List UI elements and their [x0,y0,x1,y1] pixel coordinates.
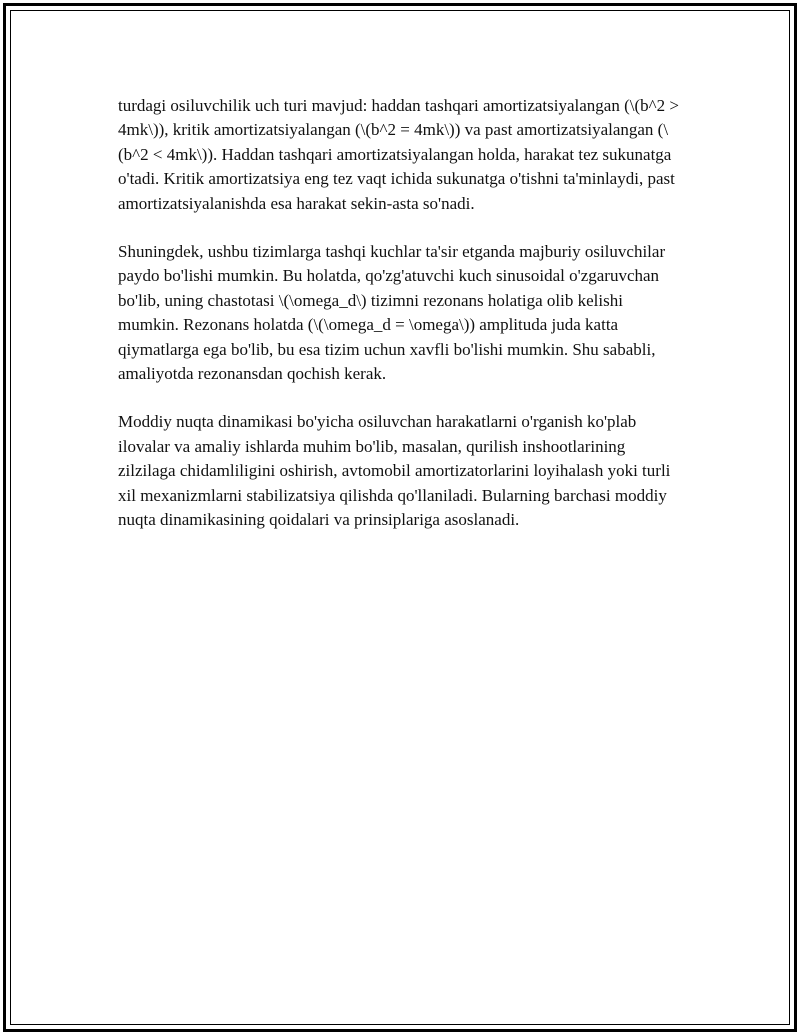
document-body [118,94,686,557]
paragraph-applications: Moddiy nuqta dinamikasi bo'yicha osiluvchan harakatlarni o'rganish ko'plab ilovalar va amaliy ishlarda muhim bo'lib, masalan, qurilish inshootlarining zilzilaga chidamliligini oshirish, avtomobil amortizatorlarini loyihalash yoki turli xil mexanizmlarni stabilizatsiya qilishda qo'llaniladi. Bularning barchasi moddiy nuqta dinamikasining qoidalari va prinsiplariga asoslanadi. [118,412,671,530]
paragraph-forced-oscillations: Shuningdek, ushbu tizimlarga tashqi kuchlar ta'sir etganda majburiy osiluvchilar paydo bo'lishi mumkin. Bu holatda, qo'zg'atuvchi kuch sinusoidal o'zgaruvchan bo'lib, uning chastotasi \(\omega_d\) tizimni rezonans holatiga olib kelishi mumkin. Rezonans holatda (\(\omega_d = \omega\)) amplituda juda katta qiymatlarga ega bo'lib, bu esa tizim uchun xavfli bo'lishi mumkin. Shu sababli, amaliyotda rezonansdan qochish kerak. [118,242,666,384]
paragraph-damping-types: turdagi osiluvchilik uch turi mavjud: haddan tashqari amortizatsiyalangan (\(b^2 > 4mk\)), kritik amortizatsiyalangan (\(b^2 = 4mk\)) va past amortizatsiyalangan (\(b^2 < 4mk\)). Haddan tashqari amortizatsiyalangan holda, harakat tez sukunatga o'tadi. Kritik amortizatsiya eng tez vaqt ichida sukunatga o'tishni ta'minlaydi, past amortizatsiyalanishda esa harakat sekin-asta so'nadi. [118,96,679,213]
